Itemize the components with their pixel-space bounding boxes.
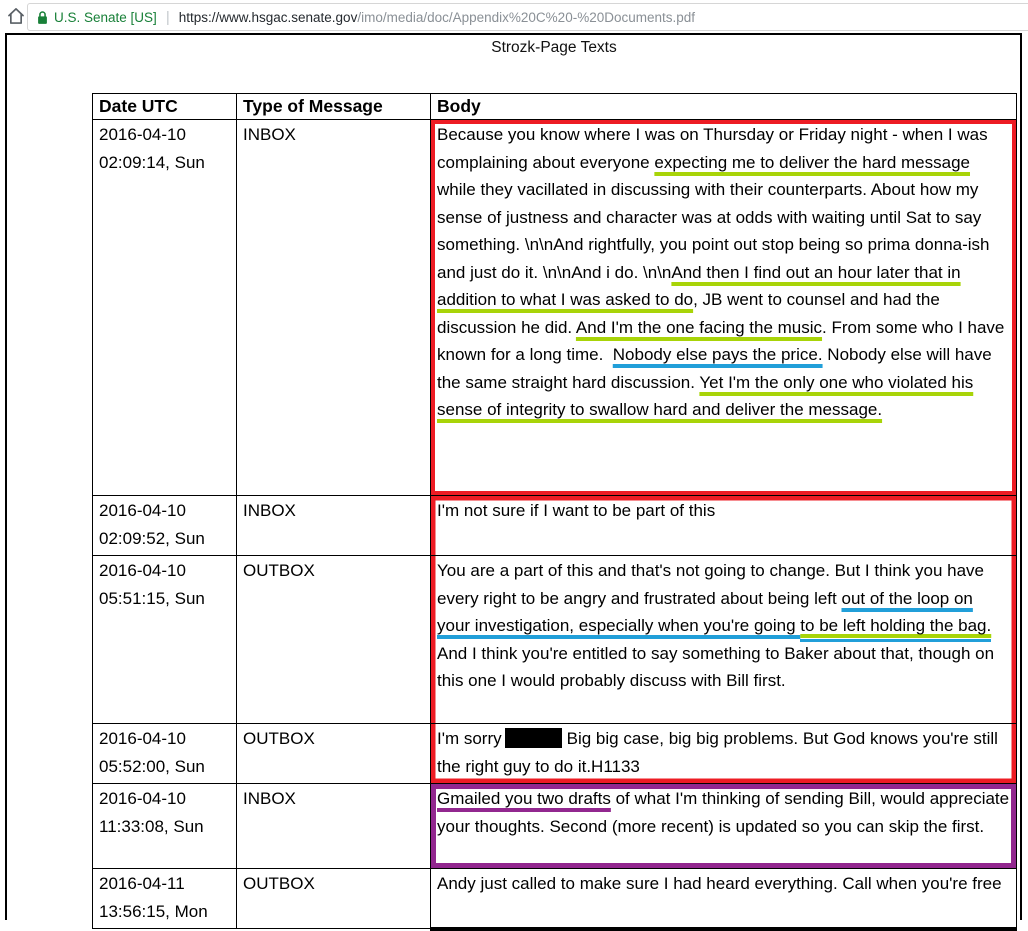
page-title: Strozk-Page Texts bbox=[491, 39, 617, 56]
table-row bbox=[93, 120, 1017, 496]
date-cell bbox=[93, 120, 237, 496]
body-text: while they vacillated in discussing with their counterparts. About how my sense of justness and character was at odds with waiting until Sat to say something. \n\nAnd rightfully, you point out stop being so prima donna-ish and just do it. \n\nAnd i do. \n\n bbox=[437, 180, 990, 282]
date-line-2: 13:56:15, Mon bbox=[99, 901, 208, 921]
date-cell bbox=[93, 724, 237, 784]
browser-toolbar bbox=[0, 0, 1028, 33]
date-line-1: 2016-04-10 bbox=[99, 125, 186, 144]
date-line-1: 2016-04-10 bbox=[99, 501, 186, 520]
table-row bbox=[93, 869, 1017, 929]
url-path: /imo/media/doc/Appendix%20C%20-%20Documents.pdf bbox=[357, 9, 696, 25]
table-row bbox=[93, 784, 1017, 869]
header-row bbox=[93, 94, 1017, 120]
body-text: Andy just called to make sure I had heard everything. Call when you're free bbox=[437, 874, 1002, 893]
body-text: Nobody else will have the same straight hard discussion. bbox=[437, 345, 992, 392]
header-body: Body bbox=[431, 94, 1017, 120]
table-row bbox=[93, 724, 1017, 784]
body-cell bbox=[431, 784, 1017, 869]
body-text: , JB went to counsel and had the discussion he did. bbox=[437, 290, 940, 337]
table-row bbox=[93, 556, 1017, 724]
table-row bbox=[93, 496, 1017, 556]
body-text: And I think you're entitled to say something to Baker about that, though on this one I would probably discuss with Bill first. bbox=[437, 643, 995, 690]
type-cell: INBOX bbox=[237, 784, 431, 869]
date-line-2: 05:52:00, Sun bbox=[99, 756, 205, 776]
date-line-2: 05:51:15, Sun bbox=[99, 588, 205, 608]
lock-icon[interactable] bbox=[37, 10, 48, 25]
type-cell: OUTBOX bbox=[237, 869, 431, 929]
body-text: Because you know where I was on Thursday or Friday night - when I was complaining about everyone bbox=[437, 125, 988, 172]
underlined-text: Yet I'm the only one who violated his sense of integrity to swallow hard and deliver the message. bbox=[437, 372, 974, 419]
date-cell bbox=[93, 496, 237, 556]
texts-table bbox=[92, 93, 1017, 931]
underlined-text: to be left holding the bag. bbox=[800, 616, 991, 642]
date-line-1: 2016-04-10 bbox=[99, 789, 186, 808]
date-cell bbox=[93, 784, 237, 869]
underlined-text: And then I find out an hour later that in addition to what I was asked to do bbox=[437, 262, 961, 309]
underlined-text: Gmailed you two drafts bbox=[437, 789, 611, 808]
address-bar[interactable] bbox=[27, 3, 1028, 31]
underlined-text: And I'm the one facing the music bbox=[575, 317, 823, 337]
url-host: https://www.hsgac.senate.gov bbox=[178, 9, 358, 25]
date-line-1: 2016-04-11 bbox=[99, 874, 185, 893]
home-button[interactable] bbox=[6, 6, 26, 26]
date-line-1: 2016-04-10 bbox=[99, 729, 186, 748]
type-cell: OUTBOX bbox=[237, 724, 431, 784]
site-identity-label: U.S. Senate [US] bbox=[54, 9, 157, 25]
body-text: You are a part of this and that's not going to change. But I think you have every right to be angry and frustrated about being left bbox=[437, 561, 984, 608]
date-line-2: 02:09:14, Sun bbox=[99, 152, 205, 172]
body-text: I'm sorry bbox=[437, 729, 502, 748]
address-separator: | bbox=[165, 8, 170, 26]
date-cell bbox=[93, 869, 237, 929]
body-cell bbox=[431, 724, 1017, 784]
underlined-text: out of the loop on your investigation, especially when you're going bbox=[437, 588, 973, 635]
body-text: Big big case, big big problems. But God knows you're still the right guy to do it.H1133 bbox=[437, 729, 998, 776]
date-line-1: 2016-04-10 bbox=[99, 561, 186, 580]
body-cell bbox=[431, 556, 1017, 724]
header-type-of-message: Type of Message bbox=[237, 94, 431, 120]
body-cell bbox=[431, 120, 1017, 496]
type-cell: OUTBOX bbox=[237, 556, 431, 724]
underlined-text: Nobody else pays the price. bbox=[612, 345, 823, 364]
date-line-2: 02:09:52, Sun bbox=[99, 528, 205, 548]
date-line-2: 11:33:08, Sun bbox=[99, 816, 204, 836]
type-cell: INBOX bbox=[237, 496, 431, 556]
home-icon bbox=[6, 6, 26, 26]
table-body bbox=[93, 120, 1017, 929]
body-cell bbox=[431, 869, 1017, 929]
redaction-box bbox=[505, 728, 562, 748]
body-text: I'm not sure if I want to be part of this bbox=[437, 501, 716, 520]
pdf-page bbox=[5, 33, 1022, 920]
underlined-text: expecting me to deliver the hard message bbox=[654, 152, 970, 172]
type-cell: INBOX bbox=[237, 120, 431, 496]
body-text: . From some who I have known for a long time. bbox=[437, 317, 1005, 364]
body-text: of what I'm thinking of sending Bill, would appreciate your thoughts. Second (more recent) is updated so you can skip the first. bbox=[437, 789, 1010, 836]
header-date-utc: Date UTC bbox=[93, 94, 237, 120]
date-cell bbox=[93, 556, 237, 724]
body-cell bbox=[431, 496, 1017, 556]
